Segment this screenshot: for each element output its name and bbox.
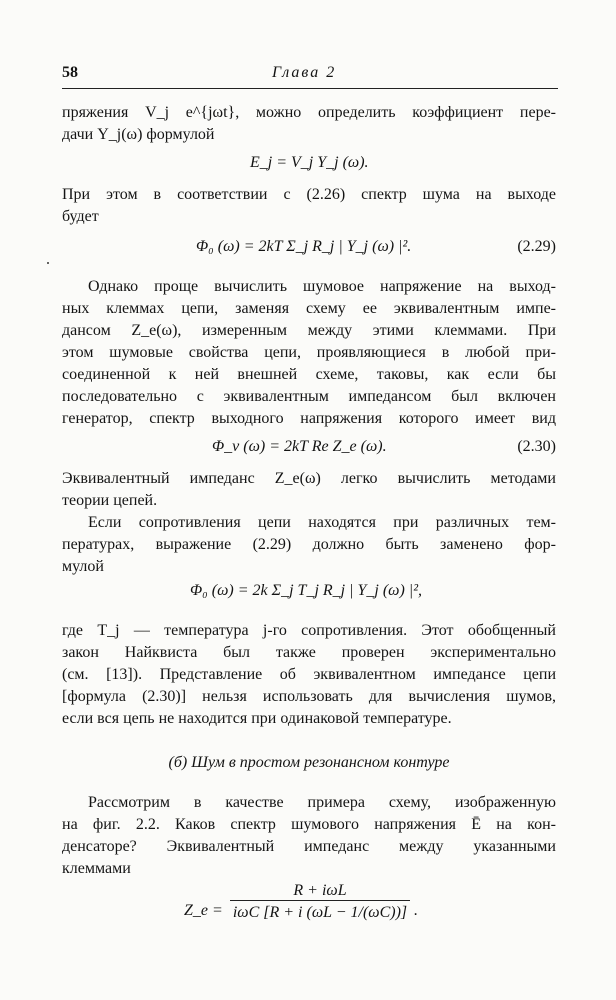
text-line: При этом в соответствии с (2.26) спектр шума на выходе bbox=[62, 186, 556, 203]
paragraph-6 bbox=[62, 620, 556, 730]
text-line: соединенной к ней внешней схеме, таковы, как если бы bbox=[62, 366, 556, 383]
text-line: ных клеммах цепи, заменяя схему ее эквивалентным импе- bbox=[62, 300, 556, 317]
text-line: Эквивалентный импеданс Z_e(ω) легко вычислить методами bbox=[62, 470, 556, 487]
chapter-title: Глава 2 bbox=[272, 64, 337, 81]
equation-body: Φ₀ (ω) = 2k Σ_j T_j R_j | Y_j (ω) |², bbox=[190, 582, 422, 599]
text-line: мулой bbox=[62, 558, 104, 575]
equation-period: . bbox=[414, 902, 418, 919]
text-line: пературах, выражение (2.29) должно быть заменено фор- bbox=[62, 536, 556, 553]
page-number: 58 bbox=[62, 64, 78, 81]
text-line: дансом Z_e(ω), измеренным между этими клеммами. При bbox=[62, 322, 556, 339]
impedance-fraction bbox=[230, 882, 410, 922]
text-line: Однако проще вычислить шумовое напряжение на выход- bbox=[88, 278, 556, 295]
equation-2-29 bbox=[62, 228, 556, 270]
fraction-denominator: iωC [R + i (ωL − 1/(ωC))] bbox=[232, 904, 408, 921]
text-line: теории цепей. bbox=[62, 492, 158, 509]
equation-transfer bbox=[62, 146, 556, 184]
text-line: [формула (2.30)] нельзя использовать для вычисления шумов, bbox=[62, 688, 556, 705]
paragraph-2 bbox=[62, 184, 556, 228]
equation-number: (2.29) bbox=[517, 238, 556, 255]
equation-multi-temperature bbox=[62, 578, 556, 620]
paragraph-5 bbox=[62, 512, 556, 578]
equation-2-30 bbox=[62, 430, 556, 468]
equation-lhs: Z_e = bbox=[184, 902, 223, 919]
paragraph-4 bbox=[62, 468, 556, 512]
section-title: (б) Шум в простом резонансном контуре bbox=[168, 754, 450, 771]
paragraph-7 bbox=[62, 792, 556, 880]
book-page bbox=[62, 58, 556, 944]
text-line: Рассмотрим в качестве примера схему, изображенную bbox=[88, 794, 556, 811]
text-line: дачи Y_j(ω) формулой bbox=[62, 126, 215, 143]
equation-body: E_j = V_j Y_j (ω). bbox=[250, 154, 369, 171]
text-line: клеммами bbox=[62, 860, 131, 877]
text-line: пряжения V_j e^{jωt}, можно определить коэффициент пере- bbox=[62, 104, 556, 121]
header-rule bbox=[62, 88, 558, 89]
paragraph-3 bbox=[62, 276, 556, 430]
text-line: будет bbox=[62, 208, 99, 225]
text-line: на фиг. 2.2. Каков спектр шумового напряжения Ē на кон- bbox=[62, 816, 556, 833]
text-line: если вся цепь не находится при одинаковой температуре. bbox=[62, 710, 452, 727]
text-line: этом шумовые свойства цепи, проявляющиеся в любой при- bbox=[62, 344, 556, 361]
running-header bbox=[62, 58, 556, 88]
fraction-numerator: R + iωL bbox=[293, 882, 347, 899]
text-line: закон Найквиста был также проверен экспериментально bbox=[62, 644, 556, 661]
equation-body: Φ_v (ω) = 2kT Re Z_e (ω). bbox=[212, 438, 387, 455]
text-line: где T_j — температура j-го сопротивления. Этот обобщенный bbox=[62, 622, 556, 639]
equation-number: (2.30) bbox=[517, 438, 556, 455]
text-line: генератор, спектр выходного напряжения которого имеет вид bbox=[62, 410, 556, 427]
paragraph-1 bbox=[62, 102, 556, 146]
text-line: денсаторе? Эквивалентный импеданс между указанными bbox=[62, 838, 556, 855]
text-line: Если сопротивления цепи находятся при различных тем- bbox=[88, 514, 556, 531]
equation-impedance bbox=[62, 880, 556, 944]
equation-body: Φ₀ (ω) = 2kT Σ_j R_j | Y_j (ω) |². bbox=[196, 238, 412, 255]
text-line: (см. [13]). Представление об эквивалентном импедансе цепи bbox=[62, 666, 556, 683]
stray-dot bbox=[47, 262, 49, 264]
text-line: последовательно с эквивалентным импедансом был включен bbox=[62, 388, 556, 405]
